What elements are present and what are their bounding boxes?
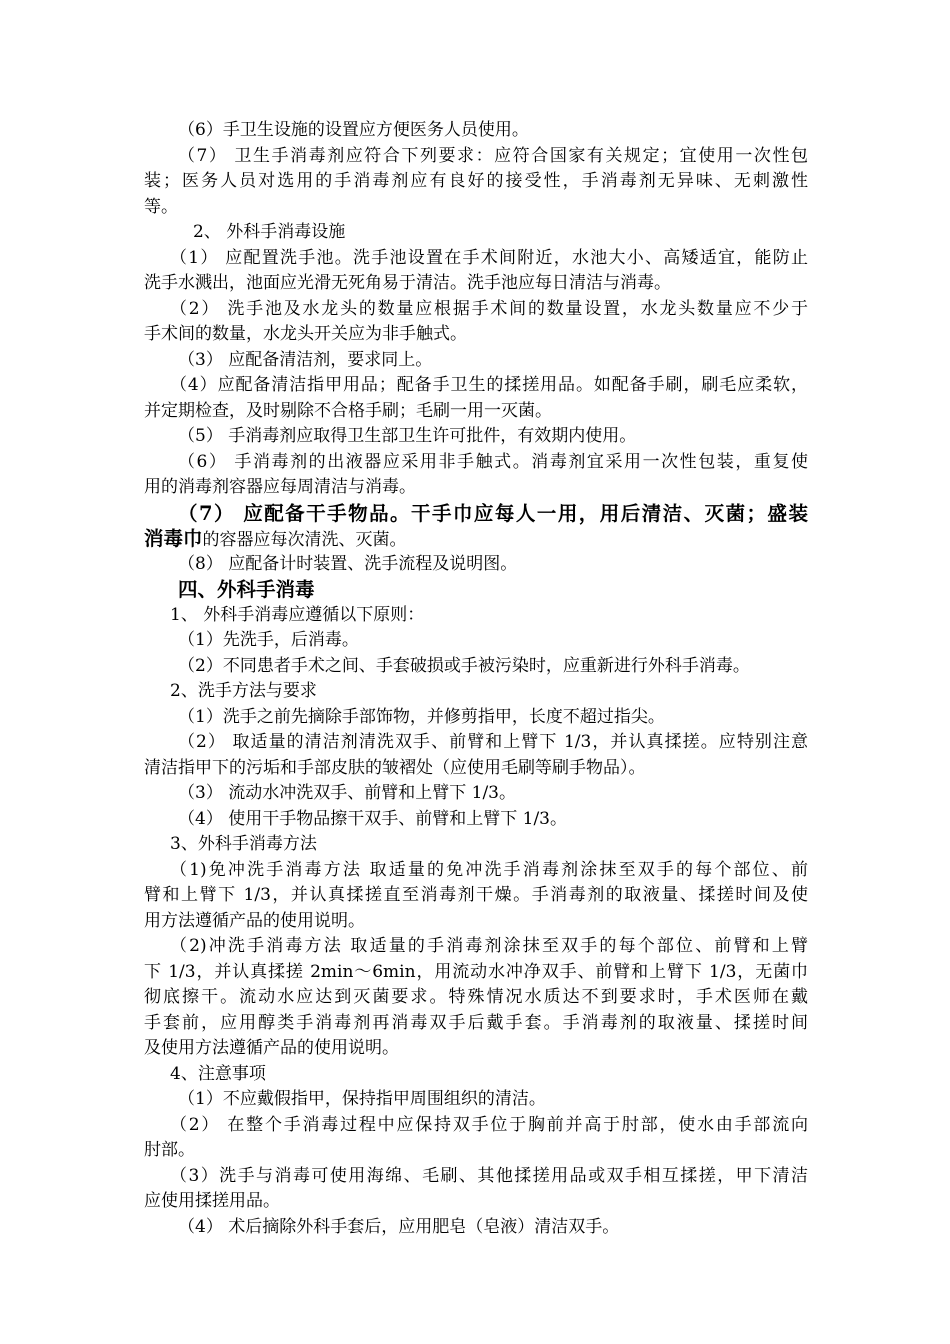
text-line: 应使用揉搓用品。: [144, 1191, 280, 1211]
text-line: 下 1/3，并认真揉搓 2min～6min，用流动水冲净双手、前臂和上臂下 1/3，无菌巾: [144, 961, 808, 982]
document-page: [0, 118, 950, 1240]
section-title: 四、外科手消毒: [178, 578, 315, 601]
text-line: 清洁指甲下的污垢和手部皮肤的皱褶处（应使用毛刷等刷手物品）。: [144, 757, 646, 778]
text-line: （1）洗手之前先摘除手部饰物，并修剪指甲，长度不超过指尖。: [178, 706, 665, 727]
text-line: （5） 手消毒剂应取得卫生部卫生许可批件，有效期内使用。: [178, 426, 637, 446]
bold-text-line: （7） 应配备干手物品。干手巾应每人一用，用后清洁、灭菌；盛装: [178, 501, 808, 525]
text-line: 手套前，应用醇类手消毒剂再消毒双手后戴手套。手消毒剂的取液量、揉搓时间: [144, 1012, 808, 1033]
text-line: （2） 在整个手消毒过程中应保持双手位于胸前并高于肘部，使水由手部流向: [170, 1114, 808, 1135]
text-line: 臂和上臂下 1/3，并认真揉搓直至消毒剂干燥。手消毒剂的取液量、揉搓时间及使: [144, 885, 808, 905]
text-line: （2） 取适量的清洁剂清洗双手、前臂和上臂下 1/3，并认真揉搓。应特别注意: [178, 732, 808, 752]
text-line: （4） 使用干手物品擦干双手、前臂和上臂下 1/3。: [178, 808, 567, 829]
text-line: 用方法遵循产品的使用说明。: [144, 910, 365, 931]
text-line: 手术间的数量，水龙头开关应为非手触式。: [144, 324, 467, 344]
text-line: 彻底擦干。流动水应达到灭菌要求。特殊情况水质达不到要求时，手术医师在戴: [144, 987, 808, 1007]
text-line: （6）手卫生设施的设置应方便医务人员使用。: [178, 120, 529, 140]
text-line: （2）不同患者手术之间、手套破损或手被污染时，应重新进行外科手消毒。: [178, 655, 750, 676]
text-line: 用的消毒剂容器应每周清洁与消毒。: [144, 477, 416, 497]
text-line: （7） 卫生手消毒剂应符合下列要求：应符合国家有关规定；宜使用一次性包: [178, 145, 808, 166]
text-line: 及使用方法遵循产品的使用说明。: [144, 1038, 399, 1058]
text-line: （4） 术后摘除外科手套后，应用肥皂（皂液）清洁双手。: [178, 1216, 620, 1237]
text-span: 的容器应每次清洗、灭菌。: [202, 530, 407, 550]
subsection-heading: 4、注意事项: [170, 1063, 266, 1084]
text-line: 等。: [144, 196, 178, 217]
text-line: （8） 应配备计时装置、洗手流程及说明图。: [178, 553, 518, 574]
text-line: 并定期检查，及时剔除不合格手刷；毛刷一用一灭菌。: [144, 400, 552, 421]
text-line: 装；医务人员对选用的手消毒剂应有良好的接受性，手消毒剂无异味、无刺激性: [144, 171, 808, 191]
text-line: （1）先洗手，后消毒。: [178, 630, 359, 650]
text-line: 肘部。: [144, 1140, 195, 1160]
text-line: （6） 手消毒剂的出液器应采用非手触式。消毒剂宜采用一次性包装，重复使: [178, 451, 808, 472]
text-line: （1)免冲洗手消毒方法 取适量的免冲洗手消毒剂涂抹至双手的每个部位、前: [170, 859, 808, 880]
text-line: 洗手水溅出，池面应光滑无死角易于清洁。洗手池应每日清洁与消毒。: [144, 273, 671, 293]
text-line: [144, 526, 950, 552]
section-heading: 2、 外科手消毒设施: [193, 222, 346, 242]
text-line: （1） 应配置洗手池。洗手池设置在手术间附近，水池大小、高矮适宜，能防止: [170, 247, 808, 268]
text-line: （4）应配备清洁指甲用品；配备手卫生的揉搓用品。如配备手刷，刷毛应柔软，: [170, 375, 808, 395]
text-line: （1）不应戴假指甲，保持指甲周围组织的清洁。: [178, 1089, 546, 1109]
text-line: （3）洗手与消毒可使用海绵、毛刷、其他揉搓用品或双手相互揉搓，甲下清洁: [170, 1165, 808, 1186]
bold-text-span: 消毒巾: [144, 527, 203, 550]
subsection-heading: 2、洗手方法与要求: [170, 681, 317, 701]
text-line: （2） 洗手池及水龙头的数量应根据手术间的数量设置，水龙头数量应不少于: [170, 298, 808, 319]
text-line: （3） 应配备清洁剂，要求同上。: [178, 349, 433, 370]
text-line: 1、 外科手消毒应遵循以下原则：: [170, 604, 425, 625]
text-line: （2)冲洗手消毒方法 取适量的手消毒剂涂抹至双手的每个部位、前臂和上臂: [170, 936, 808, 956]
subsection-heading: 3、外科手消毒方法: [170, 834, 317, 854]
text-line: （3） 流动水冲洗双手、前臂和上臂下 1/3。: [178, 783, 516, 803]
